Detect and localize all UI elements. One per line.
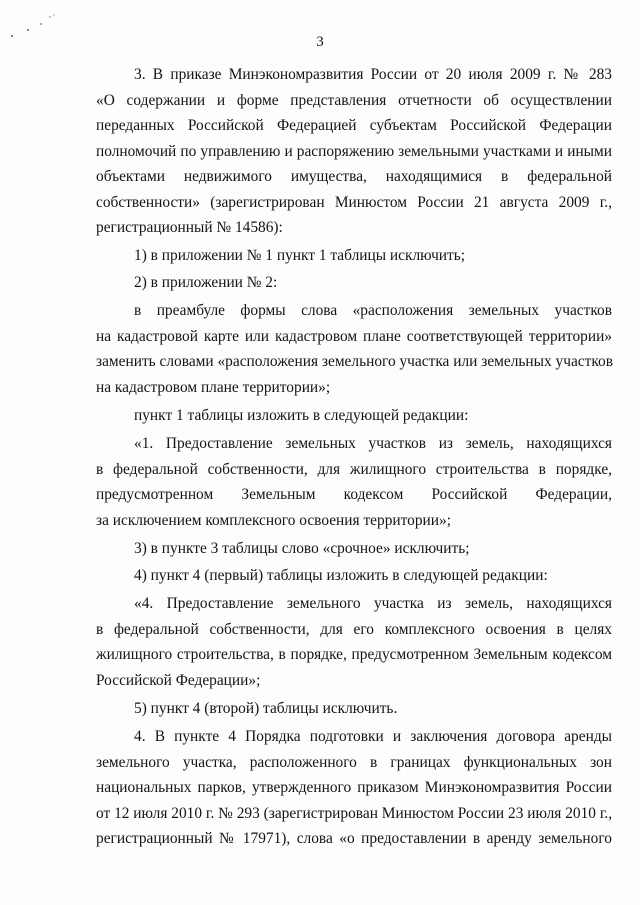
- text-line: «4. Предоставление земельного участка из земель, находящихся: [134, 595, 612, 613]
- paragraph: [96, 62, 612, 241]
- paragraph: [96, 563, 612, 589]
- text-line: за исключением комплексного освоения территории»;: [96, 511, 451, 529]
- text-line: на кадастровой карте или кадастровом плане соответствующей территории»: [96, 327, 612, 345]
- text-line: 3. В приказе Минэкономразвития России от 20 июля 2009 г. № 283: [134, 66, 612, 83]
- paragraph: [96, 298, 612, 400]
- text-line: в федеральной собственности, для его комплексного освоения в целях: [96, 620, 612, 638]
- paragraph: [96, 696, 612, 722]
- text-line: Российской Федерации»;: [96, 671, 261, 689]
- text-line: 1) в приложении № 1 пункт 1 таблицы исключить;: [134, 247, 466, 265]
- text-line: 2) в приложении № 2:: [134, 273, 278, 291]
- paragraph: [96, 591, 612, 693]
- paragraph: [96, 431, 612, 533]
- text-line: пункт 1 таблицы изложить в следующей редакции:: [134, 407, 469, 425]
- text-line: собственности» (зарегистрирован Минюстом России 21 августа 2009 г.,: [96, 193, 612, 211]
- text-line: в федеральной собственности, для жилищного строительства в порядке,: [96, 460, 612, 478]
- text-line: полномочий по управлению и распоряжению земельными участками и иными: [96, 142, 612, 160]
- text-line: жилищного строительства, в порядке, предусмотренном Земельным кодексом: [96, 646, 612, 664]
- text-line: объектами недвижимого имущества, находящимися в федеральной: [96, 168, 612, 185]
- text-line: в преамбуле формы слова «расположения земельных участков: [134, 302, 612, 320]
- paragraph: [96, 536, 612, 562]
- text-line: предусмотренном Земельным кодексом Российской Федерации,: [96, 486, 612, 504]
- text-line: регистрационный № 14586):: [96, 219, 283, 236]
- text-line: 3) в пункте 3 таблицы слово «срочное» исключить;: [134, 540, 470, 558]
- text-line: от 12 июля 2010 г. № 293 (зарегистрирован Минюстом России 23 июля 2010 г.,: [96, 804, 613, 822]
- text-line: регистрационный № 17971), слова «о предоставлении в аренду земельного: [96, 830, 612, 848]
- paragraph: [96, 243, 612, 269]
- text-line: 4. В пункте 4 Порядка подготовки и заключения договора аренды: [134, 728, 612, 746]
- paragraph: [96, 724, 612, 852]
- page-number: 3: [316, 34, 324, 50]
- text-line: 5) пункт 4 (второй) таблицы исключить.: [134, 699, 398, 717]
- text-line: «О содержании и форме представления отчетности об осуществлении: [96, 91, 612, 109]
- text-line: национальных парков, утвержденного приказом Минэкономразвития России: [96, 779, 612, 797]
- text-line: заменить словами «расположения земельного участка или земельных участков: [96, 353, 614, 371]
- text-line: переданных Российской Федерацией субъектам Российской Федерации: [96, 117, 612, 134]
- paragraph: [96, 403, 612, 429]
- paragraph: [96, 270, 612, 296]
- text-line: 4) пункт 4 (первый) таблицы изложить в следующей редакции:: [134, 566, 548, 584]
- text-line: земельного участка, расположенного в границах функциональных зон: [96, 753, 612, 771]
- text-line: «1. Предоставление земельных участков из земель, находящихся: [134, 435, 612, 453]
- document-body: [96, 62, 612, 852]
- text-line: на кадастровом плане территории»;: [96, 378, 331, 396]
